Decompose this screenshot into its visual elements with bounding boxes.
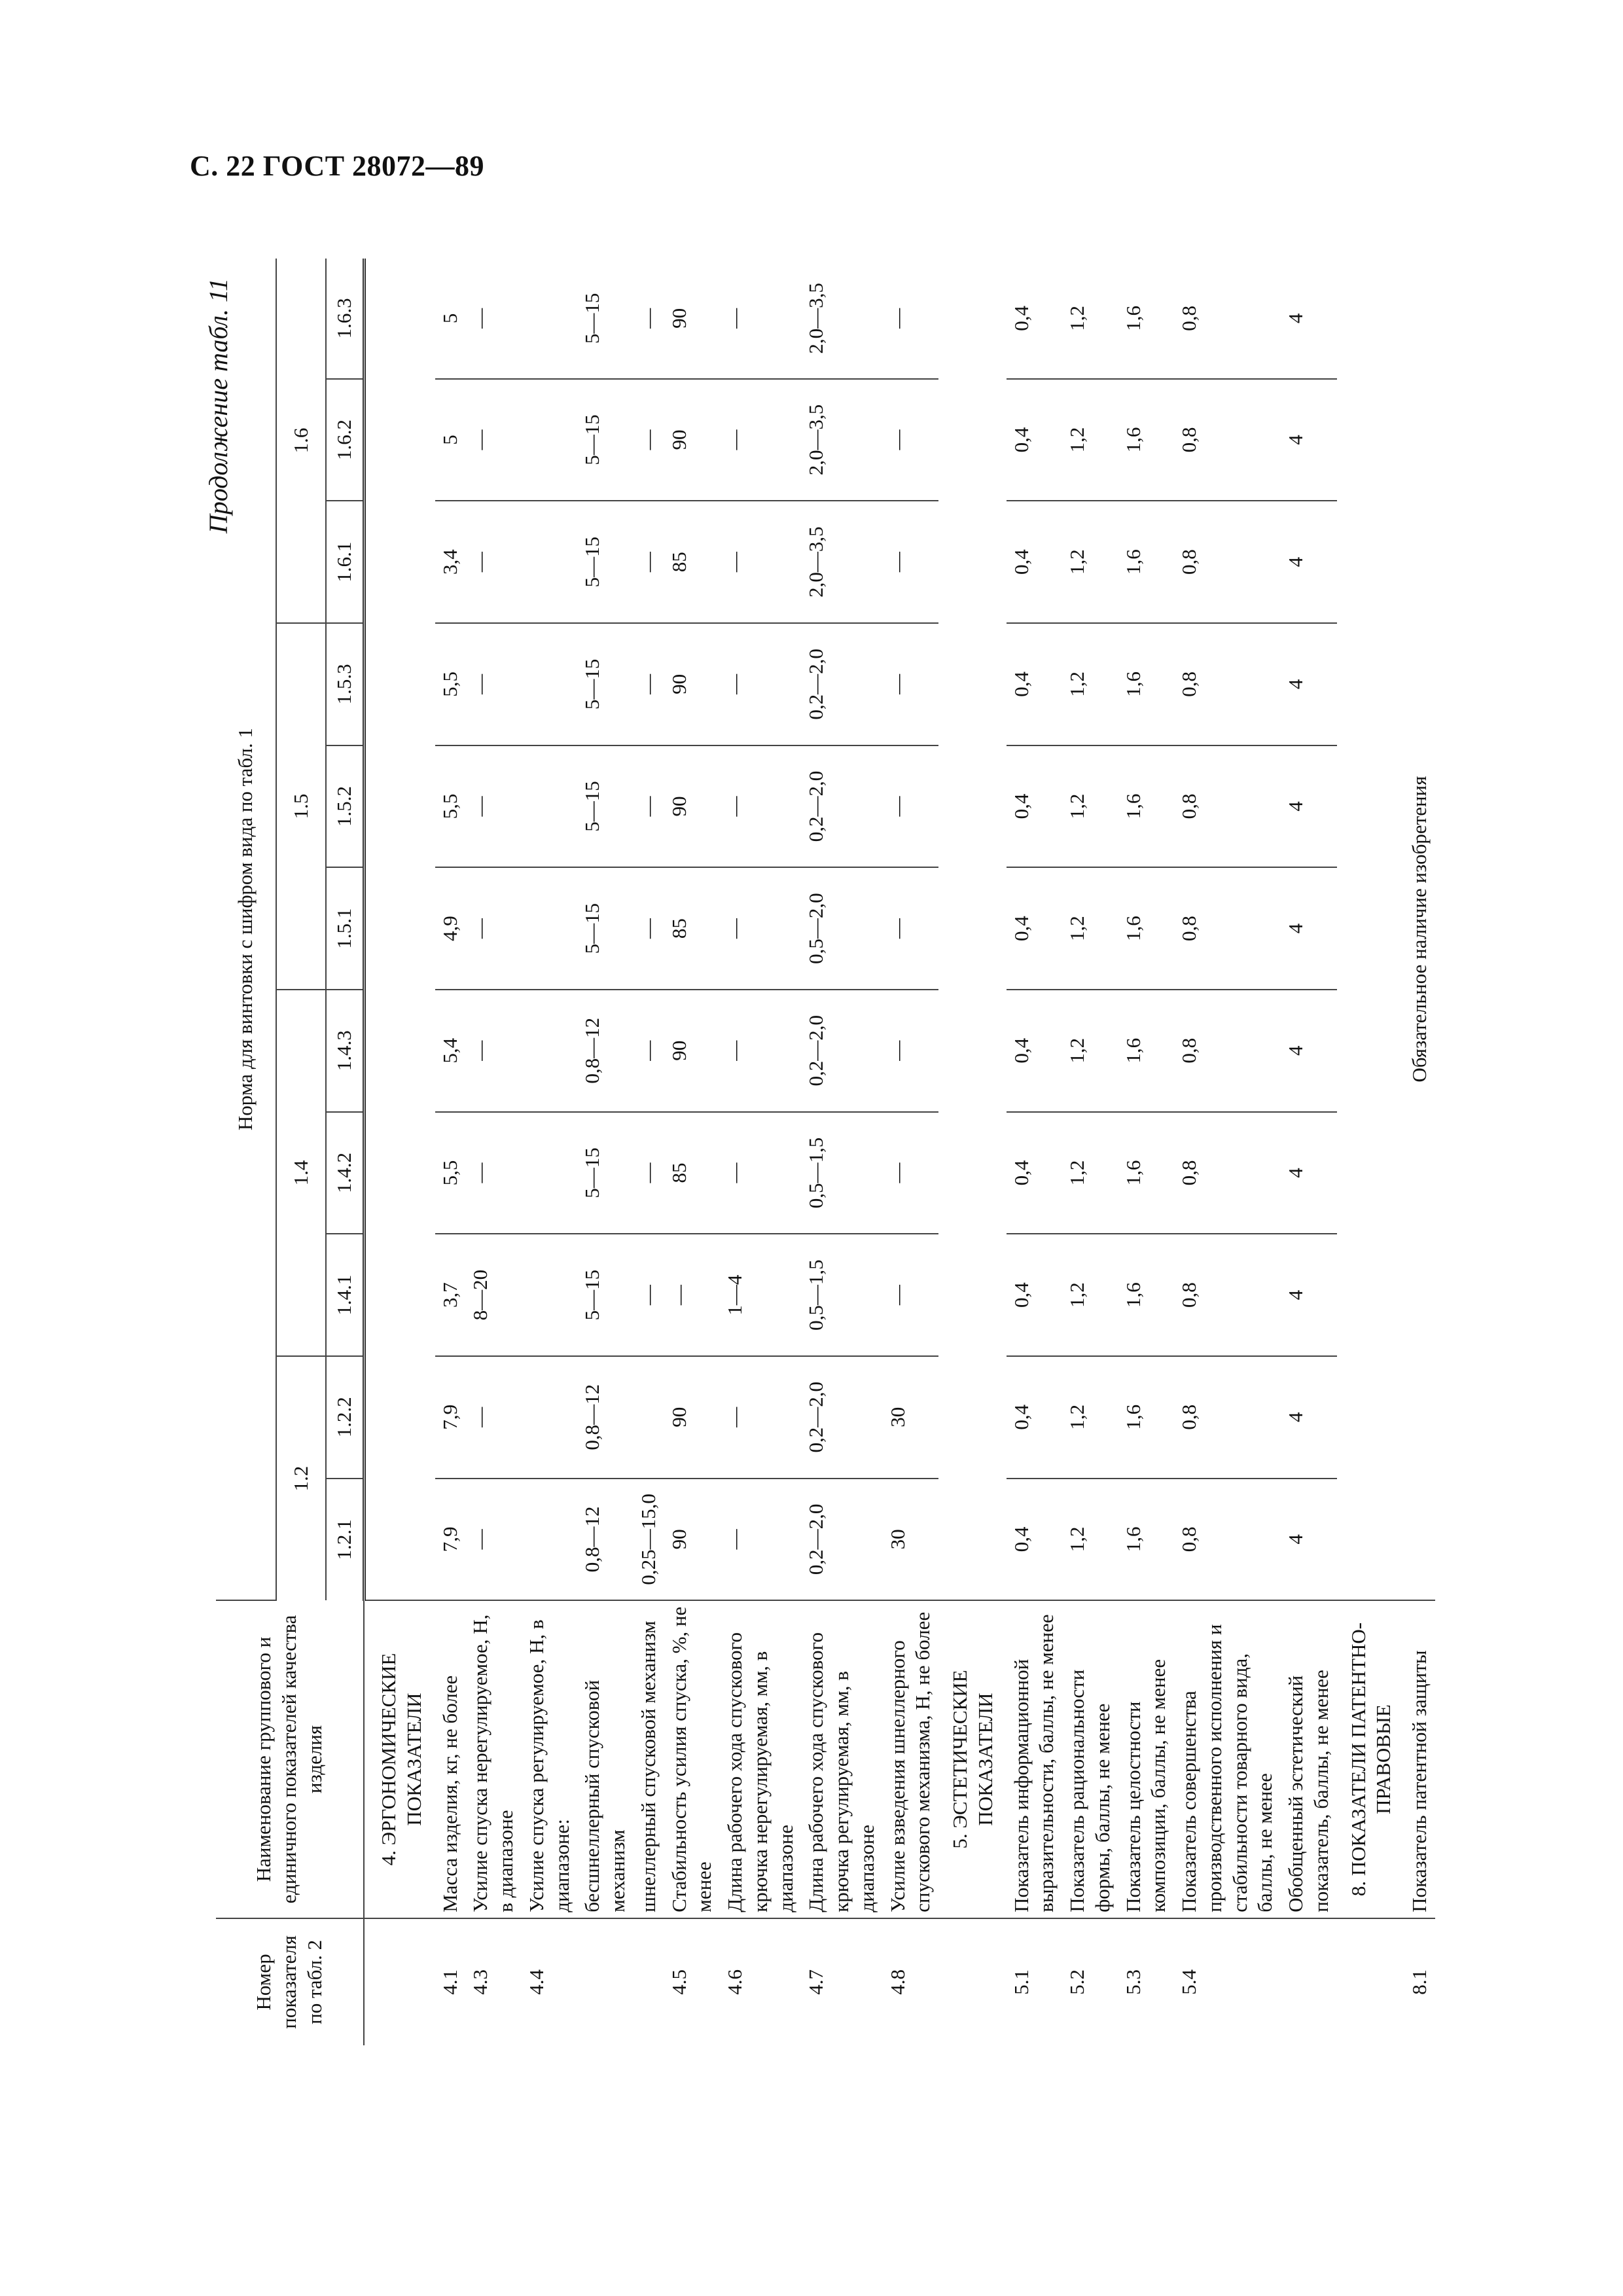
value-cell: 1,2: [1062, 1356, 1118, 1479]
value-cell: [522, 990, 578, 1112]
value-cell: 0,2—2,0: [801, 623, 882, 745]
value-cell: 90: [664, 745, 721, 868]
value-cell: 0,2—2,0: [801, 1356, 882, 1479]
value-cell: 3,7: [435, 1234, 466, 1356]
value-cell: —: [883, 379, 939, 501]
value-cell: [522, 1479, 578, 1601]
value-cell: 1,2: [1062, 501, 1118, 623]
table-row: [664, 259, 721, 2045]
rotated-table-area: [204, 259, 1431, 2045]
row-name: Усилие спуска регулируемое, Н, в диапазоне:: [522, 1600, 578, 1918]
value-cell: 30: [883, 1479, 939, 1601]
value-cell: 0,4: [1007, 1356, 1063, 1479]
group-header: 1.6: [276, 259, 326, 623]
row-name: Показатель информационной выразительности, баллы, не менее: [1007, 1600, 1063, 1918]
page-header: С. 22 ГОСТ 28072—89: [190, 150, 485, 182]
value-cell: —: [720, 1479, 801, 1601]
value-cell: 90: [664, 1479, 721, 1601]
code-header: 1.5.2: [326, 745, 364, 868]
value-cell: 1,2: [1062, 259, 1118, 379]
table-row: [1281, 259, 1337, 2045]
row-number: 4.7: [804, 1969, 828, 1995]
value-cell: 0,2—2,0: [801, 745, 882, 868]
value-cell: 4: [1281, 990, 1337, 1112]
value-cell: 0,4: [1007, 379, 1063, 501]
value-cell: 1,6: [1118, 379, 1175, 501]
value-cell: 1,2: [1062, 1112, 1118, 1234]
row-name: Масса изделия, кг, не более: [435, 1600, 466, 1918]
value-cell: 0,4: [1007, 1479, 1063, 1601]
value-cell: —: [883, 1234, 939, 1356]
value-cell: 0,8: [1174, 379, 1281, 501]
value-cell: 4: [1281, 1112, 1337, 1234]
value-cell: 1,6: [1118, 1234, 1175, 1356]
table-row: [465, 259, 522, 2045]
value-cell: 85: [664, 501, 721, 623]
code-header: 1.2.2: [326, 1356, 364, 1479]
value-cell: —: [720, 259, 801, 379]
value-cell: 0,8: [1174, 867, 1281, 990]
value-cell: 5—15: [577, 867, 633, 990]
value-cell: 5,5: [435, 745, 466, 868]
row-number: [1337, 1918, 1405, 2045]
value-cell: 0,4: [1007, 867, 1063, 990]
code-header: 1.5.3: [326, 623, 364, 745]
value-cell: 0,2—2,0: [801, 990, 882, 1112]
value-cell: 4: [1281, 1356, 1337, 1479]
value-cell: 5—15: [577, 1234, 633, 1356]
value-cell: —: [883, 623, 939, 745]
value-cell: 2,0—3,5: [801, 379, 882, 501]
value-cell: 4: [1281, 623, 1337, 745]
value-cell: 0,8: [1174, 259, 1281, 379]
value-cell: —: [633, 1112, 664, 1234]
section-values: [1337, 259, 1405, 1600]
value-cell: 1,6: [1118, 1356, 1175, 1479]
row-number: 4.8: [885, 1969, 909, 1995]
value-cell: —: [633, 623, 664, 745]
value-cell: 1,6: [1118, 1479, 1175, 1601]
value-cell: 5—15: [577, 745, 633, 868]
value-cell: 4: [1281, 379, 1337, 501]
value-cell: 0,8: [1174, 1234, 1281, 1356]
value-cell: —: [633, 501, 664, 623]
value-cell: —: [720, 745, 801, 868]
value-cell: 1—4: [720, 1234, 801, 1356]
value-cell: 90: [664, 1356, 721, 1479]
row-number: [938, 1918, 1007, 2045]
value-cell: 0,4: [1007, 1112, 1063, 1234]
code-header: 1.6.3: [326, 259, 364, 379]
value-cell: 0,8: [1174, 1356, 1281, 1479]
value-cell: —: [465, 745, 522, 868]
value-cell: 0,5—2,0: [801, 867, 882, 990]
value-cell: 0,8: [1174, 501, 1281, 623]
value-cell: [522, 745, 578, 868]
value-cell: 1,6: [1118, 1112, 1175, 1234]
note-cell: Обязательное наличие изобретения: [1404, 259, 1435, 1600]
value-cell: 0,8: [1174, 1112, 1281, 1234]
code-header: 1.4.1: [326, 1234, 364, 1356]
table-row: [1062, 259, 1118, 2045]
table-row: [522, 259, 578, 2045]
value-cell: 4: [1281, 1234, 1337, 1356]
row-name: бесшнеллерный спусковой механизм: [577, 1600, 633, 1918]
value-cell: 4: [1281, 867, 1337, 990]
value-cell: 85: [664, 1112, 721, 1234]
value-cell: [522, 867, 578, 990]
value-cell: 4: [1281, 501, 1337, 623]
section-title: 5. ЭСТЕТИЧЕСКИЕ ПОКАЗАТЕЛИ: [938, 1600, 1007, 1918]
value-cell: —: [465, 623, 522, 745]
code-header: 1.4.3: [326, 990, 364, 1112]
value-cell: 2,0—3,5: [801, 501, 882, 623]
value-cell: 0,8—12: [577, 1479, 633, 1601]
value-cell: [522, 501, 578, 623]
row-number: 5.3: [1121, 1969, 1145, 1995]
value-cell: 0,8—12: [577, 990, 633, 1112]
norm-header: Норма для винтовки с шифром вида по табл. 1: [216, 259, 276, 1600]
value-cell: —: [883, 990, 939, 1112]
value-cell: —: [465, 501, 522, 623]
value-cell: 90: [664, 259, 721, 379]
value-cell: 1,2: [1062, 379, 1118, 501]
value-cell: 0,4: [1007, 501, 1063, 623]
value-cell: 1,2: [1062, 745, 1118, 868]
value-cell: 1,6: [1118, 501, 1175, 623]
value-cell: 4: [1281, 259, 1337, 379]
section-title: 4. ЭРГОНОМИЧЕСКИЕ ПОКАЗАТЕЛИ: [364, 1600, 435, 1918]
row-number: [577, 1918, 633, 2045]
value-cell: —: [633, 379, 664, 501]
value-cell: 0,8—12: [577, 1356, 633, 1479]
value-cell: 90: [664, 990, 721, 1112]
table-row: [801, 259, 882, 2045]
table-caption: Продолжение табл. 11: [204, 278, 233, 534]
value-cell: 0,8: [1174, 990, 1281, 1112]
value-cell: —: [633, 745, 664, 868]
value-cell: 1,6: [1118, 867, 1175, 990]
value-cell: —: [633, 1234, 664, 1356]
section-values: [364, 259, 435, 1600]
row-number: [364, 1918, 435, 2045]
table-row: [633, 259, 664, 2045]
row-name: Стабильность усилия спуска, %, не менее: [664, 1600, 721, 1918]
value-cell: —: [465, 1356, 522, 1479]
value-cell: 0,8: [1174, 1479, 1281, 1601]
group-header: 1.2: [276, 1356, 326, 1600]
value-cell: —: [633, 259, 664, 379]
value-cell: —: [720, 623, 801, 745]
row-number: [633, 1918, 664, 2045]
table-row: [577, 259, 633, 2045]
table-body: [364, 259, 1435, 2045]
value-cell: —: [883, 259, 939, 379]
value-cell: [522, 1234, 578, 1356]
value-cell: —: [633, 867, 664, 990]
value-cell: —: [633, 990, 664, 1112]
value-cell: 1,2: [1062, 867, 1118, 990]
code-header: 1.6.2: [326, 379, 364, 501]
value-cell: 5—15: [577, 623, 633, 745]
value-cell: 1,2: [1062, 623, 1118, 745]
value-cell: 5—15: [577, 1112, 633, 1234]
value-cell: 4,9: [435, 867, 466, 990]
value-cell: —: [883, 1112, 939, 1234]
value-cell: —: [664, 1234, 721, 1356]
value-cell: 5—15: [577, 379, 633, 501]
row-number: 5.2: [1065, 1969, 1088, 1995]
value-cell: 7,9: [435, 1356, 466, 1479]
value-cell: 8—20: [465, 1234, 522, 1356]
value-cell: 5,5: [435, 1112, 466, 1234]
table-row: [720, 259, 801, 2045]
value-cell: —: [720, 379, 801, 501]
value-cell: —: [720, 867, 801, 990]
code-header: 1.6.1: [326, 501, 364, 623]
value-cell: 5,4: [435, 990, 466, 1112]
row-name: Усилие взведения шнеллерного спускового механизма, Н, не более: [883, 1600, 939, 1918]
row-name: Длина рабочего хода спускового крючка регулируемая, мм, в диапазоне: [801, 1600, 882, 1918]
value-cell: 1,2: [1062, 990, 1118, 1112]
value-cell: 5: [435, 259, 466, 379]
value-cell: 1,2: [1062, 1479, 1118, 1601]
value-cell: [522, 623, 578, 745]
value-cell: 0,4: [1007, 623, 1063, 745]
row-number: 5.4: [1177, 1969, 1200, 1995]
value-cell: 0,4: [1007, 990, 1063, 1112]
value-cell: 0,4: [1007, 259, 1063, 379]
row-name: Показатель целостности композиции, баллы, не менее: [1118, 1600, 1175, 1918]
value-cell: 0,25—15,0: [633, 1479, 664, 1601]
row-number: 8.1: [1408, 1969, 1431, 1995]
value-cell: —: [465, 867, 522, 990]
value-cell: —: [883, 745, 939, 868]
value-cell: [633, 1356, 664, 1479]
col-num-header: Номер показателя по табл. 2: [216, 1918, 364, 2045]
value-cell: 1,6: [1118, 623, 1175, 745]
norms-table: [216, 259, 1435, 2045]
value-cell: 90: [664, 379, 721, 501]
value-cell: [522, 1112, 578, 1234]
value-cell: 85: [664, 867, 721, 990]
row-name: Усилие спуска нерегулируемое, Н, в диапазоне: [465, 1600, 522, 1918]
row-name: Показатель рациональности формы, баллы, не менее: [1062, 1600, 1118, 1918]
group-header: 1.5: [276, 623, 326, 990]
value-cell: —: [720, 1112, 801, 1234]
value-cell: 0,4: [1007, 1234, 1063, 1356]
value-cell: —: [465, 379, 522, 501]
value-cell: 5—15: [577, 259, 633, 379]
row-number: 4.4: [524, 1969, 548, 1995]
value-cell: 1,6: [1118, 990, 1175, 1112]
row-name: Длина рабочего хода спускового крючка нерегулируемая, мм, в диапазоне: [720, 1600, 801, 1918]
col-name-header: Наименование группового и единичного показателей качества изделия: [216, 1600, 364, 1918]
value-cell: —: [465, 1112, 522, 1234]
section-values: [938, 259, 1007, 1600]
value-cell: 3,4: [435, 501, 466, 623]
table-row: [883, 259, 939, 2045]
value-cell: 0,5—1,5: [801, 1112, 882, 1234]
value-cell: 7,9: [435, 1479, 466, 1601]
value-cell: 0,8: [1174, 623, 1281, 745]
code-header: 1.5.1: [326, 867, 364, 990]
row-number: 4.3: [469, 1969, 492, 1995]
row-name: Показатель совершенства производственного исполнения и стабильности товарного вида, баллы, не менее: [1174, 1600, 1281, 1918]
value-cell: —: [465, 259, 522, 379]
row-number: 4.1: [438, 1969, 461, 1995]
row-name: Обобщенный эстетический показатель, баллы, не менее: [1281, 1600, 1337, 1918]
row-number: 5.1: [1009, 1969, 1033, 1995]
table-row: [1404, 259, 1435, 2045]
section-row: [364, 259, 435, 2045]
value-cell: —: [465, 1479, 522, 1601]
section-title: 8. ПОКАЗАТЕЛИ ПАТЕНТНО-ПРАВОВЫЕ: [1337, 1600, 1405, 1918]
value-cell: 4: [1281, 1479, 1337, 1601]
row-number: 4.6: [723, 1969, 746, 1995]
value-cell: 5: [435, 379, 466, 501]
value-cell: —: [883, 501, 939, 623]
value-cell: 2,0—3,5: [801, 259, 882, 379]
section-row: [1337, 259, 1405, 2045]
table-row: [1174, 259, 1281, 2045]
table-row: [1007, 259, 1063, 2045]
value-cell: 5,5: [435, 623, 466, 745]
value-cell: 1,2: [1062, 1234, 1118, 1356]
code-header: 1.4.2: [326, 1112, 364, 1234]
value-cell: 4: [1281, 745, 1337, 868]
row-number: [1281, 1918, 1337, 2045]
table-row: [435, 259, 466, 2045]
value-cell: 1,6: [1118, 259, 1175, 379]
code-header: 1.2.1: [326, 1479, 364, 1601]
value-cell: [522, 259, 578, 379]
value-cell: 0,5—1,5: [801, 1234, 882, 1356]
value-cell: —: [720, 501, 801, 623]
group-header: 1.4: [276, 990, 326, 1356]
row-number: 4.5: [667, 1969, 690, 1995]
table-row: [1118, 259, 1175, 2045]
value-cell: 30: [883, 1356, 939, 1479]
value-cell: [522, 379, 578, 501]
value-cell: [522, 1356, 578, 1479]
value-cell: —: [883, 867, 939, 990]
value-cell: 5—15: [577, 501, 633, 623]
value-cell: 90: [664, 623, 721, 745]
value-cell: —: [720, 990, 801, 1112]
value-cell: 0,8: [1174, 745, 1281, 868]
section-row: [938, 259, 1007, 2045]
value-cell: 0,2—2,0: [801, 1479, 882, 1601]
row-name: шнеллерный спусковой механизм: [633, 1600, 664, 1918]
value-cell: 1,6: [1118, 745, 1175, 868]
value-cell: —: [465, 990, 522, 1112]
value-cell: 0,4: [1007, 745, 1063, 868]
value-cell: —: [720, 1356, 801, 1479]
row-name: Показатель патентной защиты: [1404, 1600, 1435, 1918]
